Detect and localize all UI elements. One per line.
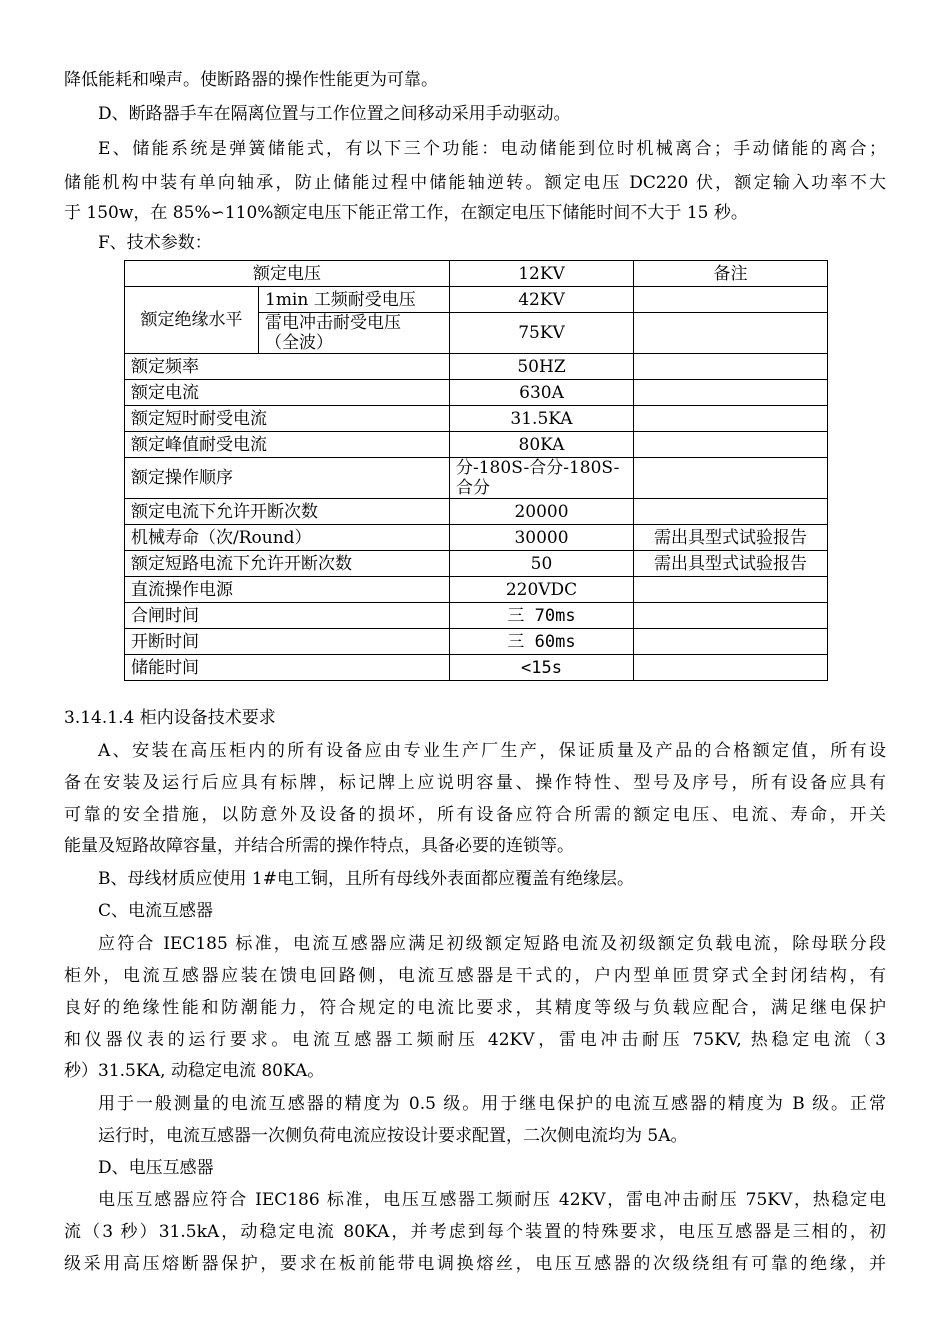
table-cell: 三 60ms — [450, 629, 634, 655]
table-cell: 额定电压 — [125, 261, 450, 287]
table-row — [125, 499, 828, 525]
table-row — [125, 287, 828, 313]
table-cell: 三 70ms — [450, 603, 634, 629]
table-cell — [634, 458, 828, 499]
paragraph-vt: 电压互感器应符合 IEC186 标准，电压互感器工频耐压 42KV，雷电冲击耐压 75KV，热稳定电 — [98, 1190, 886, 1210]
paragraph-ct: 应符合 IEC185 标准，电流互感器应满足初级额定短路电流及初级额定负载电流，除母联分段 — [98, 934, 886, 954]
table-cell: 75KV — [450, 313, 634, 354]
paragraph-f: F、技术参数： — [98, 233, 212, 253]
paragraph-line: 于 150w，在 85%∽110%额定电压下能正常工作，在额定电压下储能时间不大于 15 秒。 — [64, 203, 748, 223]
table-cell: 80KA — [450, 432, 634, 458]
table-row — [125, 577, 828, 603]
paragraph-c-heading: C、电流互感器 — [98, 901, 214, 921]
table-cell: 开断时间 — [125, 629, 450, 655]
table-cell — [634, 577, 828, 603]
table-row — [125, 551, 828, 577]
paragraph-line: 备在安装及运行后应具有标牌，标记牌上应说明容量、操作特性、型号及序号，所有设备应具有 — [64, 773, 886, 793]
table-cell: 12KV — [450, 261, 634, 287]
paragraph-e: E、储能系统是弹簧储能式，有以下三个功能：电动储能到位时机械离合；手动储能的离合； — [98, 139, 886, 159]
table-cell — [634, 655, 828, 681]
paragraph-a: A、安装在高压柜内的所有设备应由专业生产厂生产，保证质量及产品的合格额定值，所有设 — [98, 741, 886, 761]
table-cell: 合闸时间 — [125, 603, 450, 629]
table-row — [125, 354, 828, 380]
cell-line: 合分 — [456, 478, 490, 498]
table-cell — [634, 406, 828, 432]
table-cell: 额定短路电流下允许开断次数 — [125, 551, 450, 577]
table-cell — [634, 432, 828, 458]
table-cell — [634, 603, 828, 629]
table-row — [125, 432, 828, 458]
paragraph-line: 秒）31.5KA, 动稳定电流 80KA。 — [64, 1061, 325, 1081]
cell-line: （全波） — [265, 333, 333, 353]
table-row — [125, 629, 828, 655]
table-cell — [634, 287, 828, 313]
table-cell: 50HZ — [450, 354, 634, 380]
paragraph-accuracy: 用于一般测量的电流互感器的精度为 0.5 级。用于继电保护的电流互感器的精度为 B 级。正常 — [98, 1094, 886, 1114]
paragraph-b: B、母线材质应使用 1#电工铜，且所有母线外表面都应覆盖有绝缘层。 — [98, 869, 634, 889]
table-row — [125, 406, 828, 432]
paragraph-d-heading: D、电压互感器 — [98, 1158, 214, 1178]
table-row — [125, 261, 828, 287]
paragraph-line: 流（3 秒）31.5kA，动稳定电流 80KA，并考虑到每个装置的特殊要求，电压互感器是三相的，初 — [64, 1222, 886, 1242]
paragraph-line: 柜外，电流互感器应装在馈电回路侧，电流互感器是干式的，户内型单匝贯穿式全封闭结构，有 — [64, 966, 886, 986]
paragraph-line: 级采用高压熔断器保护，要求在板前能带电调换熔丝，电压互感器的次级绕组有可靠的绝缘，并 — [64, 1254, 886, 1274]
paragraph-line: 降低能耗和噪声。使断路器的操作性能更为可靠。 — [64, 70, 438, 90]
paragraph-line: 可靠的安全措施，以防意外及设备的损坏，所有设备应符合所需的额定电压、电流、寿命，开关 — [64, 805, 886, 825]
table-cell: 额定操作顺序 — [125, 458, 450, 499]
table-cell: 额定峰值耐受电流 — [125, 432, 450, 458]
table-cell — [634, 380, 828, 406]
cell-line: 分-180S-合分-180S- — [456, 458, 620, 478]
paragraph-d: D、断路器手车在隔离位置与工作位置之间移动采用手动驱动。 — [98, 104, 571, 124]
paragraph-line: 储能机构中装有单向轴承，防止储能过程中储能轴逆转。额定电压 DC220 伏，额定输入功率不大 — [64, 173, 886, 193]
table-cell: 额定电流 — [125, 380, 450, 406]
table-cell: 30000 — [450, 525, 634, 551]
table-cell — [634, 499, 828, 525]
table-cell — [634, 629, 828, 655]
table-cell: 42KV — [450, 287, 634, 313]
table-row — [125, 380, 828, 406]
section-heading: 3.14.1.4 柜内设备技术要求 — [64, 708, 276, 728]
table-cell — [259, 313, 450, 354]
table-cell: 1min 工频耐受电压 — [259, 287, 450, 313]
table-cell: 额定频率 — [125, 354, 450, 380]
paragraph-line: 运行时，电流互感器一次侧负荷电流应按设计要求配置，二次侧电流均为 5A。 — [98, 1126, 688, 1146]
table-cell: <15s — [450, 655, 634, 681]
table-cell: 50 — [450, 551, 634, 577]
table-row — [125, 603, 828, 629]
paragraph-line: 和仪器仪表的运行要求。电流互感器工频耐压 42KV，雷电冲击耐压 75KV, 热稳定电流（3 — [64, 1030, 886, 1050]
table-row — [125, 525, 828, 551]
table-cell: 额定绝缘水平 — [125, 287, 259, 354]
table-cell: 需出具型式试验报告 — [634, 525, 828, 551]
cell-line: 雷电冲击耐受电压 — [265, 313, 401, 333]
table-cell: 20000 — [450, 499, 634, 525]
technical-parameters-table — [124, 260, 828, 681]
paragraph-line: 良好的绝缘性能和防潮能力，符合规定的电流比要求，其精度等级与负载应配合，满足继电保护 — [64, 998, 886, 1018]
table-row — [125, 458, 828, 499]
table-cell — [450, 458, 634, 499]
table-cell: 备注 — [634, 261, 828, 287]
table-cell: 额定电流下允许开断次数 — [125, 499, 450, 525]
table-cell: 额定短时耐受电流 — [125, 406, 450, 432]
table-cell: 220VDC — [450, 577, 634, 603]
paragraph-line: 能量及短路故障容量，并结合所需的操作特点，具备必要的连锁等。 — [64, 836, 574, 856]
table-cell: 630A — [450, 380, 634, 406]
table-cell: 机械寿命（次/Round） — [125, 525, 450, 551]
table-cell — [634, 313, 828, 354]
table-row — [125, 655, 828, 681]
table-cell: 31.5KA — [450, 406, 634, 432]
table-cell: 储能时间 — [125, 655, 450, 681]
table-cell: 直流操作电源 — [125, 577, 450, 603]
table-cell: 需出具型式试验报告 — [634, 551, 828, 577]
table-cell — [634, 354, 828, 380]
